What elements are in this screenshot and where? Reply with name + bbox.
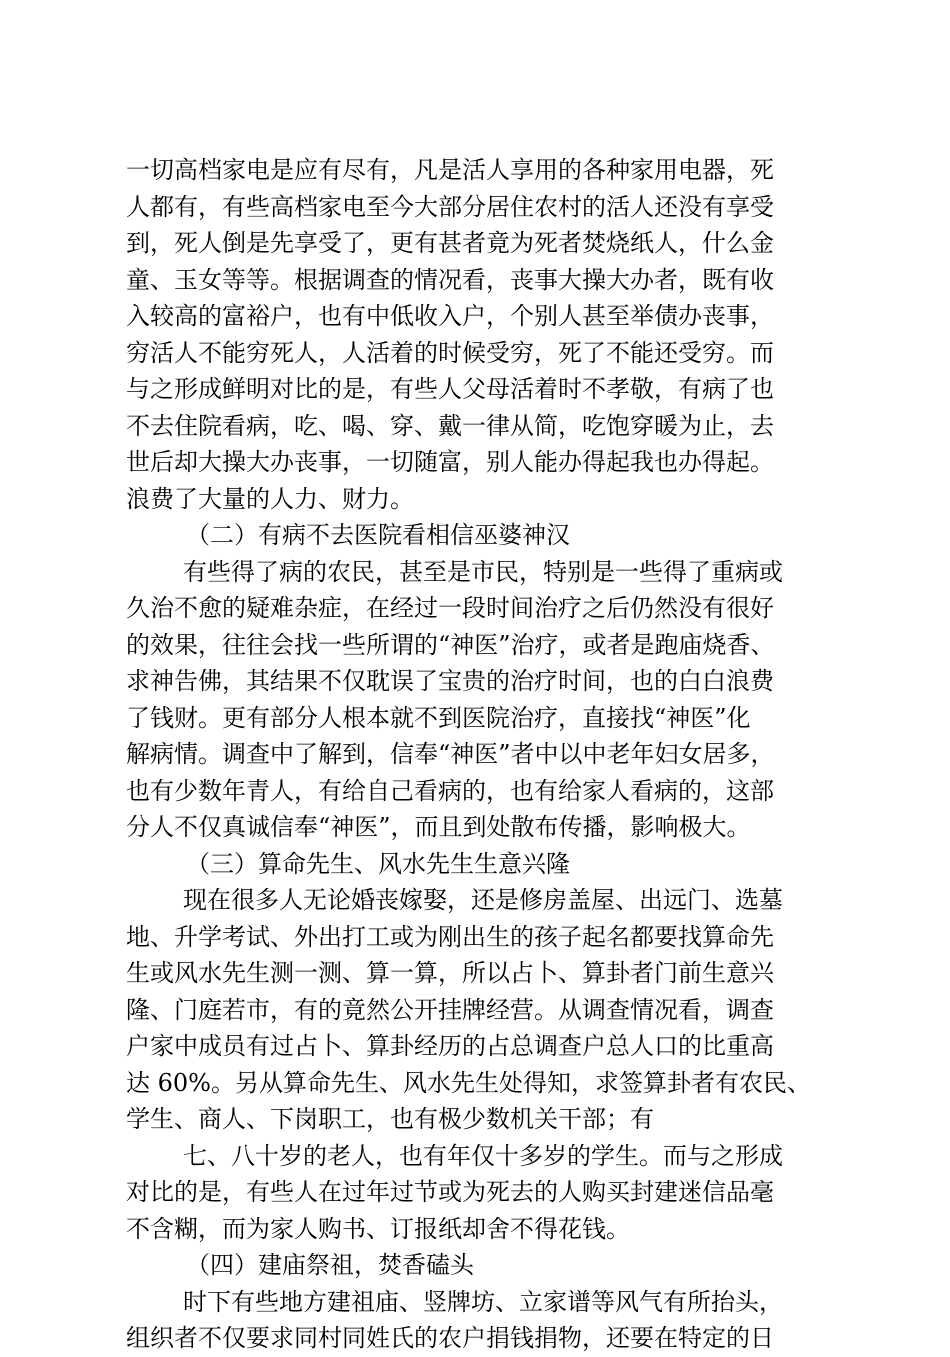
text-line: 生或风水先生测一测、算一算，所以占卜、算卦者门前生意兴 [126,959,774,987]
text-line: 不含糊，而为家人购书、订报纸却舍不得花钱。 [126,1214,630,1243]
text-line: 达 60%。另从算命先生、风水先生处得知，求签算卦者有农民、 [126,1068,811,1097]
text-line: 组织者不仅要求同村同姓氏的农户捐钱捐物，还要在特定的日 [126,1324,774,1352]
text-line: 浪费了大量的人力、财力。 [126,484,414,513]
text-line: 学生、商人、下岗职工，也有极少数机关干部；有 [126,1105,654,1133]
text-line: 隆、门庭若市，有的竟然公开挂牌经营。从调查情况看，调查 [126,995,774,1024]
text-line: 求神告佛，其结果不仅耽误了宝贵的治疗时间，也的白白浪费 [126,667,774,695]
text-line: 对比的是，有些人在过年过节或为死去的人购买封建迷信品毫 [126,1178,774,1206]
document-body-text [126,152,838,1357]
text-line: 了钱财。更有部分人根本就不到医院治疗，直接找“神医”化 [126,703,751,732]
text-line: 地、升学考试、外出打工或为刚出生的孩子起名都要找算命先 [126,922,774,951]
text-line: 穷活人不能穷死人，人活着的时候受穷，死了不能还受穷。而 [126,338,774,367]
text-line: 一切高档家电是应有尽有，凡是活人享用的各种家用电器，死 [126,156,774,184]
text-line: 户家中成员有过占卜、算卦经历的占总调查户总人口的比重高 [126,1032,774,1060]
text-line: 有些得了病的农民，甚至是市民，特别是一些得了重病或 [183,557,783,586]
text-line: 到，死人倒是先享受了，更有甚者竟为死者焚烧纸人，什么金 [126,229,774,257]
text-line: 七、八十岁的老人，也有年仅十多岁的学生。而与之形成 [183,1141,783,1170]
text-line: 世后却大操大办丧事，一切随富，别人能办得起我也办得起。 [126,448,774,476]
text-line: 人都有，有些高档家电至今大部分居住农村的活人还没有享受 [126,192,774,221]
text-line: 久治不愈的疑难杂症，在经过一段时间治疗之后仍然没有很好 [126,594,774,622]
text-line: 时下有些地方建祖庙、竖牌坊、立家谱等风气有所抬头， [183,1287,783,1316]
text-line: 解病情。调查中了解到，信奉“神医”者中以中老年妇女居多， [126,740,775,768]
text-line: 的效果，往往会找一些所谓的“神医”治疗，或者是跑庙烧香、 [126,630,775,659]
section-heading: （二）有病不去医院看相信巫婆神汉 [186,521,570,549]
text-line: 现在很多人无论婚丧嫁娶，还是修房盖屋、出远门、选墓 [183,886,783,914]
section-heading: （四）建庙祭祖，焚香磕头 [186,1251,474,1279]
text-line: 不去住院看病，吃、喝、穿、戴一律从简，吃饱穿暖为止，去 [126,411,774,440]
text-line: 入较高的富裕户，也有中低收入户，个别人甚至举债办丧事， [126,302,774,330]
text-line: 童、玉女等等。根据调查的情况看，丧事大操大办者，既有收 [126,265,774,294]
text-line: 分人不仅真诚信奉“神医”，而且到处散布传播，影响极大。 [126,813,751,841]
section-heading: （三）算命先生、风水先生生意兴隆 [186,849,570,878]
text-line: 与之形成鲜明对比的是，有些人父母活着时不孝敬，有病了也 [126,375,774,403]
text-line: 也有少数年青人，有给自己看病的，也有给家人看病的，这部 [126,776,774,805]
